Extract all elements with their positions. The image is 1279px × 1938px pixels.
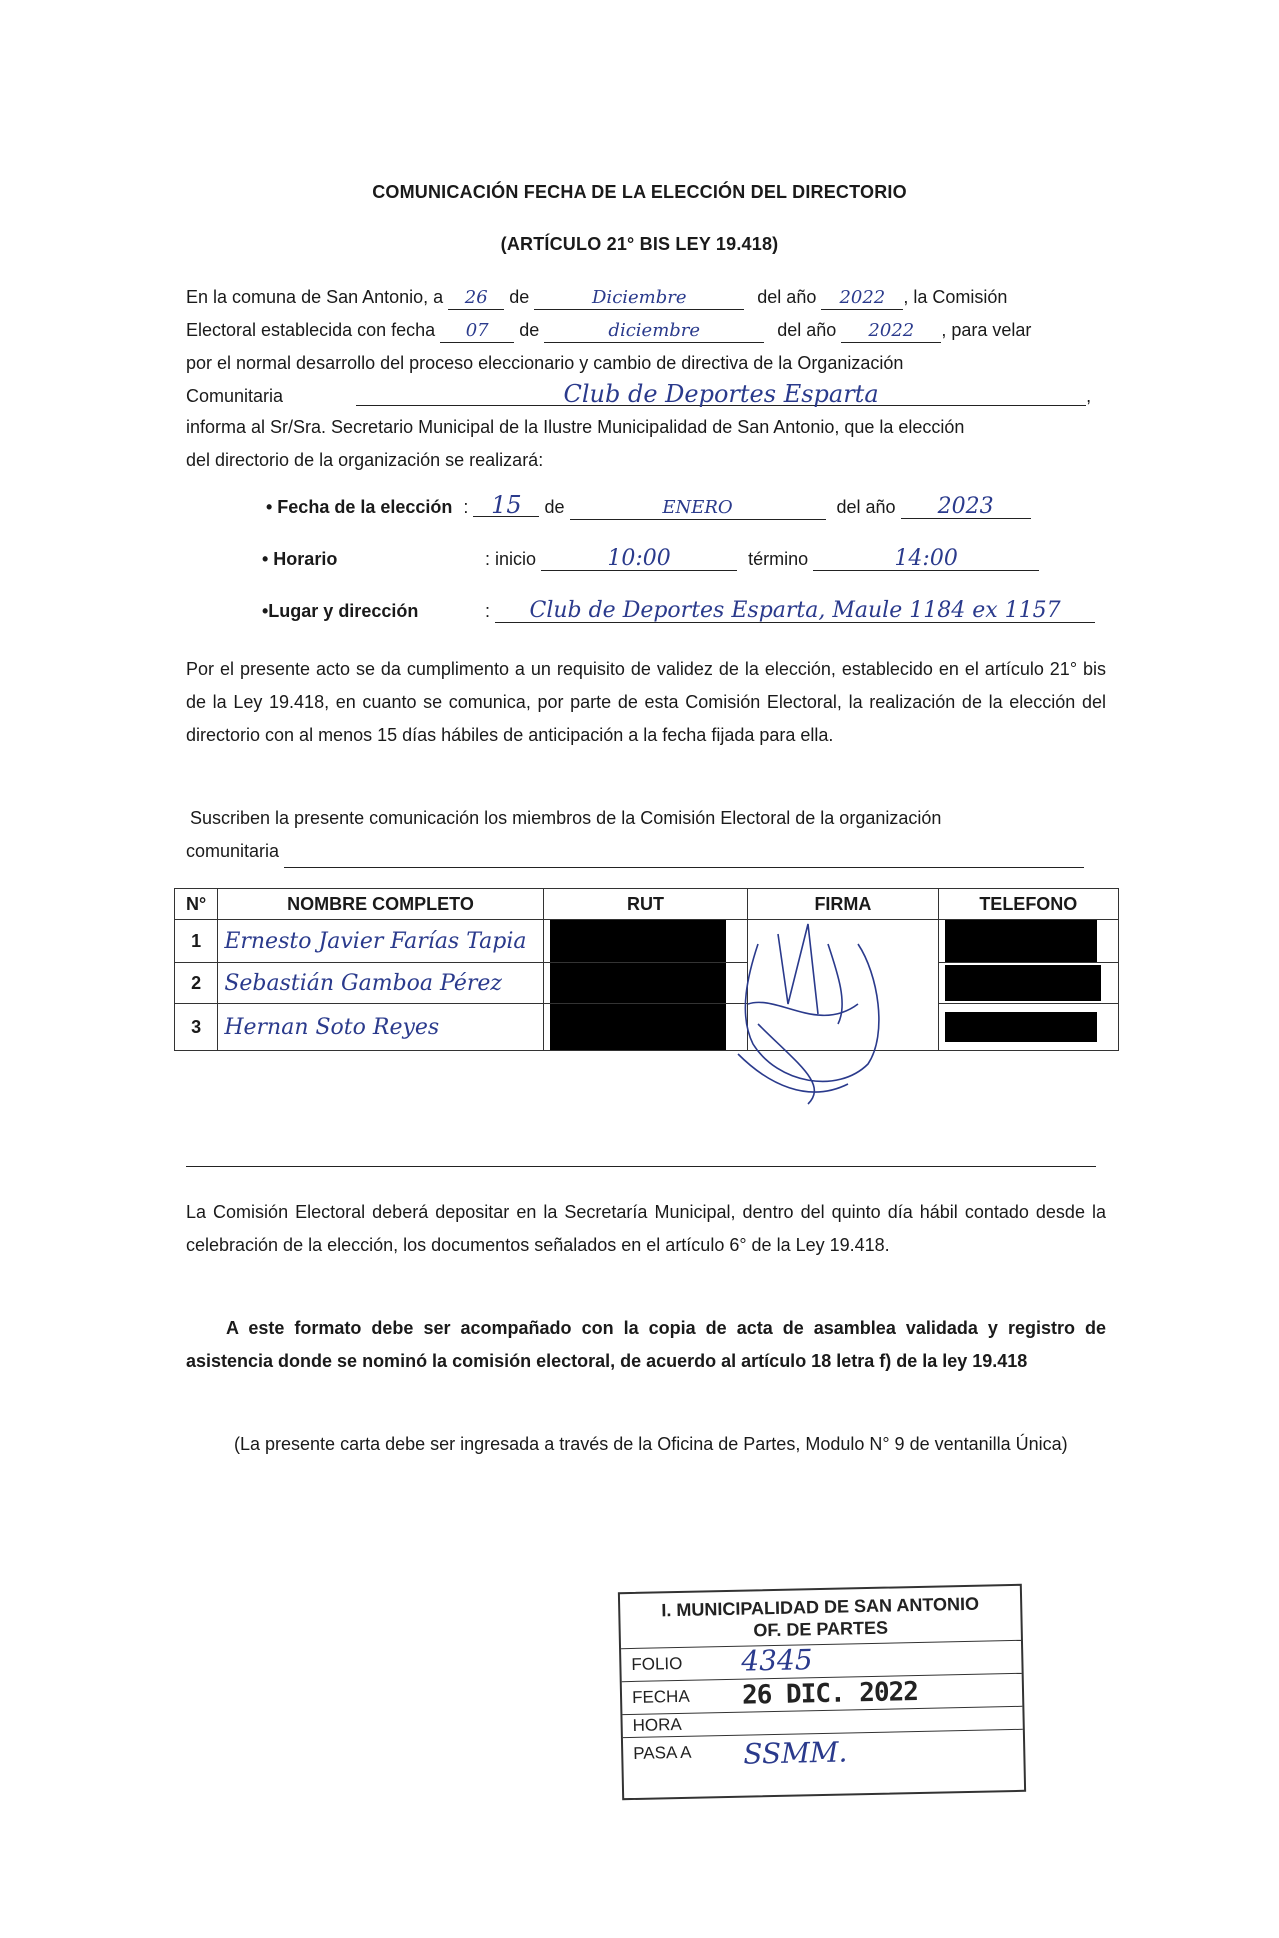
- handwritten-election-year: 2023: [901, 496, 1031, 519]
- intro-text: del año: [777, 320, 837, 340]
- intro-text: de: [519, 320, 540, 340]
- stamp-forward-row: [623, 1730, 1024, 1776]
- handwritten-election-month: ENERO: [570, 497, 826, 520]
- intro-text: de: [509, 287, 530, 307]
- stamp-office: OF. DE PARTES: [753, 1617, 889, 1641]
- column-header-phone: TELEFONO: [938, 889, 1118, 920]
- election-date-label: • Fecha de la elección: [266, 497, 453, 517]
- year-label: del año: [836, 497, 896, 517]
- schedule-row: [262, 548, 1039, 571]
- redacted-phone: [945, 965, 1101, 1001]
- redacted-rut: [550, 963, 726, 1003]
- submission-note: (La presente carta debe ser ingresada a través de la Oficina de Partes, Modulo N° 9 de ventanilla Única): [234, 1434, 1068, 1454]
- redacted-rut: [550, 920, 726, 962]
- validity-paragraph: Por el presente acto se da cumplimento a un requisito de validez de la elección, establecido en el artículo 21° bis de la Ley 19.418, en cuanto se comunica, por parte de esta Comisión Electoral, la realización de la elección del directorio con al menos 15 días hábiles de anticipación a la fecha fijada para ella.: [186, 659, 1106, 745]
- handwritten-location: Club de Deportes Esparta, Maule 1184 ex 1157: [495, 600, 1095, 623]
- stamp-header: [620, 1586, 1021, 1649]
- subscribe-text: comunitaria: [186, 841, 280, 861]
- intro-line-2: [186, 314, 1106, 347]
- intro-text: En la comuna de San Antonio, a: [186, 287, 444, 307]
- stamp-date-label: FECHA: [631, 1686, 690, 1707]
- member-name: Sebastián Gamboa Pérez: [218, 963, 543, 1004]
- handwritten-year: 2022: [821, 287, 903, 310]
- handwritten-organization-name: Club de Deportes Esparta: [356, 383, 1086, 406]
- separator: :: [463, 497, 469, 517]
- intro-line-5: informa al Sr/Sra. Secretario Municipal de la Ilustre Municipalidad de San Antonio, que la elección: [186, 417, 965, 437]
- stamp-institution: I. MUNICIPALIDAD DE SAN ANTONIO: [661, 1593, 980, 1621]
- table-header-row: [175, 889, 1119, 920]
- stamp-folio-label: FOLIO: [631, 1653, 683, 1674]
- reception-stamp: [618, 1584, 1026, 1800]
- rut-cell: [543, 920, 748, 963]
- stamped-date: 26 DIC. 2022: [741, 1676, 919, 1711]
- handwritten-established-month: diciembre: [544, 320, 764, 343]
- handwritten-election-day: 15: [473, 494, 539, 517]
- phone-cell: [938, 920, 1118, 963]
- document-subtitle: (ARTÍCULO 21° BIS LEY 19.418): [500, 234, 779, 254]
- table-row: [175, 963, 1119, 1004]
- signature-cell: [748, 920, 938, 1051]
- table-row: [175, 1004, 1119, 1051]
- member-name: Hernan Soto Reyes: [218, 1004, 543, 1051]
- subscribe-line-2: [186, 835, 1106, 868]
- intro-text: , para velar: [941, 320, 1032, 340]
- location-row: [262, 600, 1095, 623]
- intro-line-6: del directorio de la organización se realizará:: [186, 450, 544, 470]
- document-title: COMUNICACIÓN FECHA DE LA ELECCIÓN DEL DIRECTORIO: [372, 182, 907, 202]
- redacted-phone: [945, 1012, 1097, 1042]
- start-label: : inicio: [485, 549, 537, 569]
- handwritten-established-day: 07: [440, 320, 514, 343]
- blank-line: [284, 849, 1084, 868]
- table-row: [175, 920, 1119, 963]
- election-date-row: [266, 491, 1031, 520]
- intro-text: , la Comisión: [903, 287, 1008, 307]
- attachment-notice: A este formato debe ser acompañado con la copia de acta de asamblea validada y registro de asistencia donde se nominó la comisión electoral, de acuerdo al artículo 18 letra f) de la ley 19.418: [186, 1318, 1106, 1371]
- stamp-hour-label: HORA: [632, 1714, 682, 1735]
- subscribe-line-1: Suscriben la presente comunicación los miembros de la Comisión Electoral de la organización: [190, 808, 942, 828]
- handwritten-forward-to: SSMM.: [742, 1735, 848, 1771]
- stamp-forward-label: PASA A: [633, 1742, 692, 1763]
- signature-scribble: [718, 914, 894, 1114]
- intro-line-1: [186, 281, 1106, 314]
- row-number: 1: [175, 920, 218, 963]
- intro-text: Electoral establecida con fecha: [186, 320, 436, 340]
- separator: :: [485, 601, 491, 621]
- location-label: •Lugar y dirección: [262, 601, 419, 621]
- row-number: 2: [175, 963, 218, 1004]
- column-header-rut: RUT: [543, 889, 748, 920]
- commission-members-table: [174, 888, 1119, 1051]
- schedule-label: • Horario: [262, 549, 338, 569]
- handwritten-end-time: 14:00: [813, 548, 1039, 571]
- redacted-rut: [550, 1004, 726, 1050]
- handwritten-folio: 4345: [740, 1643, 813, 1678]
- separator-line: [186, 1166, 1096, 1167]
- redacted-phone: [945, 920, 1097, 962]
- handwritten-month: Diciembre: [534, 287, 744, 310]
- phone-cell: [938, 963, 1118, 1004]
- handwritten-established-year: 2022: [841, 320, 941, 343]
- column-header-number: N°: [175, 889, 218, 920]
- intro-text: Comunitaria: [186, 386, 284, 406]
- deposit-paragraph: La Comisión Electoral deberá depositar en la Secretaría Municipal, dentro del quinto día hábil contado desde la celebración de la elección, los documentos señalados en el artículo 6° de la Ley 19.418.: [186, 1202, 1106, 1255]
- handwritten-start-time: 10:00: [541, 548, 737, 571]
- intro-line-3: por el normal desarrollo del proceso eleccionario y cambio de directiva de la Organización: [186, 353, 904, 373]
- row-number: 3: [175, 1004, 218, 1051]
- member-name: Ernesto Javier Farías Tapia: [218, 920, 543, 963]
- column-header-name: NOMBRE COMPLETO: [218, 889, 543, 920]
- rut-cell: [543, 963, 748, 1004]
- rut-cell: [543, 1004, 748, 1051]
- intro-text: del año: [757, 287, 817, 307]
- intro-line-4: Comunitaria Club de Deportes Esparta ,: [186, 380, 1092, 408]
- column-header-signature: FIRMA: [748, 889, 938, 920]
- handwritten-day: 26: [448, 287, 504, 310]
- end-label: término: [748, 549, 809, 569]
- phone-cell: [938, 1004, 1118, 1051]
- separator-de: de: [544, 497, 565, 517]
